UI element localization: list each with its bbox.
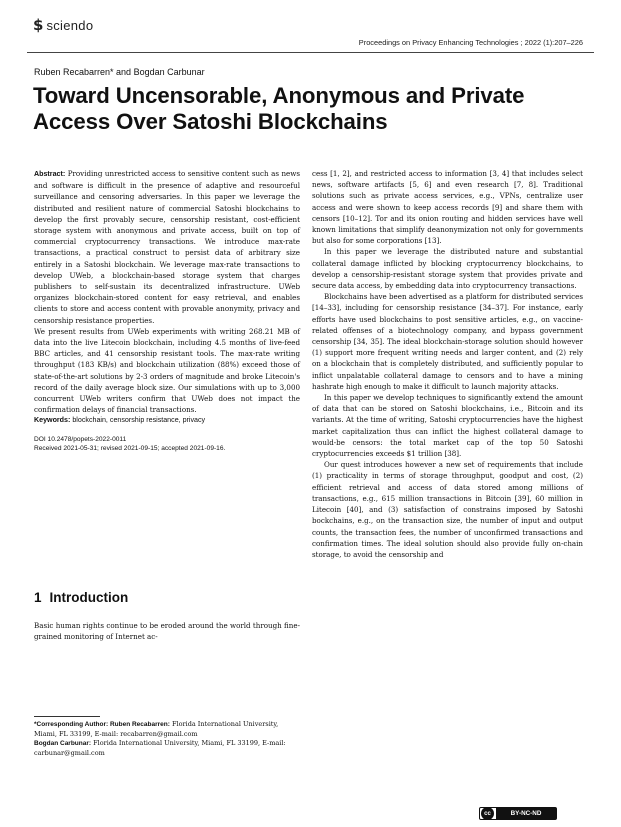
right-paragraph-3: Blockchains have been advertised as a platform for distributed services [14–33], including for censorship resistance [34–37]. For instance, early efforts have used blockchains to post sensitive articles, e.g., on vaccine-related offenses of a biotechnology company, and bypass government censorship [34, 35]. The ideal blockchain-storage solution should however (1) support more frequent writing needs and larger content, and (2) rely on a blockchain that is completely distributed, and sufficiently popular to inflict unpalatable collateral damage to censors and to have a mining hashrate high enough to make it difficult to launch majority attacks. xyxy=(312,292,583,391)
doi-block xyxy=(34,435,300,454)
footnote-author-1-label: *Corresponding Author: Ruben Recabarren: xyxy=(34,721,170,728)
right-paragraph-5: Our quest introduces however a new set of requirements that include (1) practicality in terms of storage throughput, goodput and cost, (2) efficient retrieval and access of data stored among millions of transactions, e.g., 615 million transactions in Bitcoin [39], 60 million in Litecoin [40], and (3) satisfaction of constrains imposed by Satoshi bockchains, e.g., on the transaction size, the number of input and output counts, the transaction fees, the number of unconfirmed transactions and confirmation times. The ideal solution should also provide fully on-chain storage, to avoid the censorship and xyxy=(312,460,583,559)
abstract-paragraph-1 xyxy=(34,168,300,326)
doi: DOI 10.2478/popets-2022-0011 xyxy=(34,435,127,443)
footnote-author-1-text: Florida International University, Miami, FL 33199, E-mail: recabarren@gmail.com xyxy=(34,720,279,738)
author-footnote xyxy=(34,720,300,758)
author-line: Ruben Recabarren* and Bogdan Carbunar xyxy=(34,67,205,77)
journal-citation: Proceedings on Privacy Enhancing Technologies ; 2022 (1):207–226 xyxy=(358,38,583,47)
cc-license-badge xyxy=(479,807,557,820)
header-rule xyxy=(27,52,594,53)
footnote-author-1 xyxy=(34,720,300,739)
footnote-author-2-text: Florida International University, Miami, FL 33199, E-mail: carbunar@gmail.com xyxy=(34,739,286,757)
paper-title: Toward Uncensorable, Anonymous and Private Access Over Satoshi Blockchains xyxy=(33,83,525,134)
footnote-rule xyxy=(34,716,100,717)
abstract-paragraph-2: We present results from UWeb experiments with writing 268.21 MB of data into the live Litecoin blockchain, including 4.5 months of live-feed BBC articles, and 41 censorship resistant tools. The max-rate writing throughput (183 KB/s) and blockchain utilization (88%) exceed those of state-of-the-art solutions by 2-3 orders of magnitude and broke Litecoin's record of the daily average block size. Our simulations with up to 3,000 concurrent UWeb writers confirm that UWeb does not impact the confirmation delays of financial transactions. xyxy=(34,326,300,415)
section-number: 1 xyxy=(34,590,42,605)
sciendo-logo-icon: $ xyxy=(33,16,44,34)
section-heading-introduction xyxy=(34,590,128,605)
abstract-text-1: Providing unrestricted access to sensitive content such as news and software is difficult in the presence of adaptive and resourceful surveillance and censoring adversaries. In this paper we leverage the distributed and resilient nature of commercial Satoshi blockchains to develop the first provably secure, censorship resistant, cost-efficient storage system with anonymous and private access, built on top of commercial cryptocurrency transactions. We introduce max-rate transactions, a practical construct to persist data of arbitrary size entirely in a Satoshi blockchain. We leverage max-rate transactions to develop UWeb, a blockchain-based storage system that charges publishers to self-sustain its decentralized infrastructure. UWeb organizes blockchain-stored content for easy retrieval, and enables clients to store and access content with provable anonymity, privacy and censorship resistance properties. xyxy=(34,169,300,325)
received-dates: Received 2021-05-31; revised 2021-09-15; accepted 2021-09-16. xyxy=(34,445,226,453)
sciendo-logo-text: sciendo xyxy=(46,17,94,33)
right-paragraph-2: In this paper we leverage the distributed nature and substantial collateral damage inflicted by blocking cryptocurrency blockchains, to develop a censorship-resistant storage system that provides private and secure data access, by embedding data into cryptocurrency transactions. xyxy=(312,247,583,291)
keywords xyxy=(34,415,300,426)
keywords-text: blockchain, censorship resistance, privacy xyxy=(72,416,206,425)
introduction-text: Basic human rights continue to be eroded around the world through fine-grained monitoring of Internet ac- xyxy=(34,621,300,642)
keywords-label: Keywords: xyxy=(34,416,71,425)
footnote-author-2-label: Bogdan Carbunar: xyxy=(34,740,92,748)
right-paragraph-1: cess [1, 2], and restricted access to information [3, 4] that includes select news, software artifacts [5, 6] and even research [7, 8]. Traditional solutions such as private access services, e.g., VPNs, centralize user access and were shown to keep access records [9] and share them with censors [10–12]. Tor and its onion routing and hidden services have well known limitations that simplify deanonymization not only for governments but also for some corporations [13]. xyxy=(312,169,583,246)
page-header xyxy=(27,10,594,38)
creative-commons-icon: cc xyxy=(481,807,494,820)
right-column xyxy=(312,168,583,560)
right-paragraph-4: In this paper we develop techniques to significantly extend the amount of data that can be stored on Satoshi blockchains, i.e., Bitcoin and its variants. At the time of writing, Satoshi cryptocurrencies have the highest market capitalization thus can inflict the highest collateral damage to would-be censors: the total market cap of the top 50 Satoshi cryptocurrencies exceeds $1 trillion [38]. xyxy=(312,393,583,459)
left-column xyxy=(34,168,300,454)
footnote-author-2 xyxy=(34,739,300,758)
abstract-label: Abstract: xyxy=(34,170,66,178)
license-text: BY-NC-ND xyxy=(496,808,556,819)
sciendo-logo xyxy=(33,16,93,34)
section-title: Introduction xyxy=(49,590,129,605)
